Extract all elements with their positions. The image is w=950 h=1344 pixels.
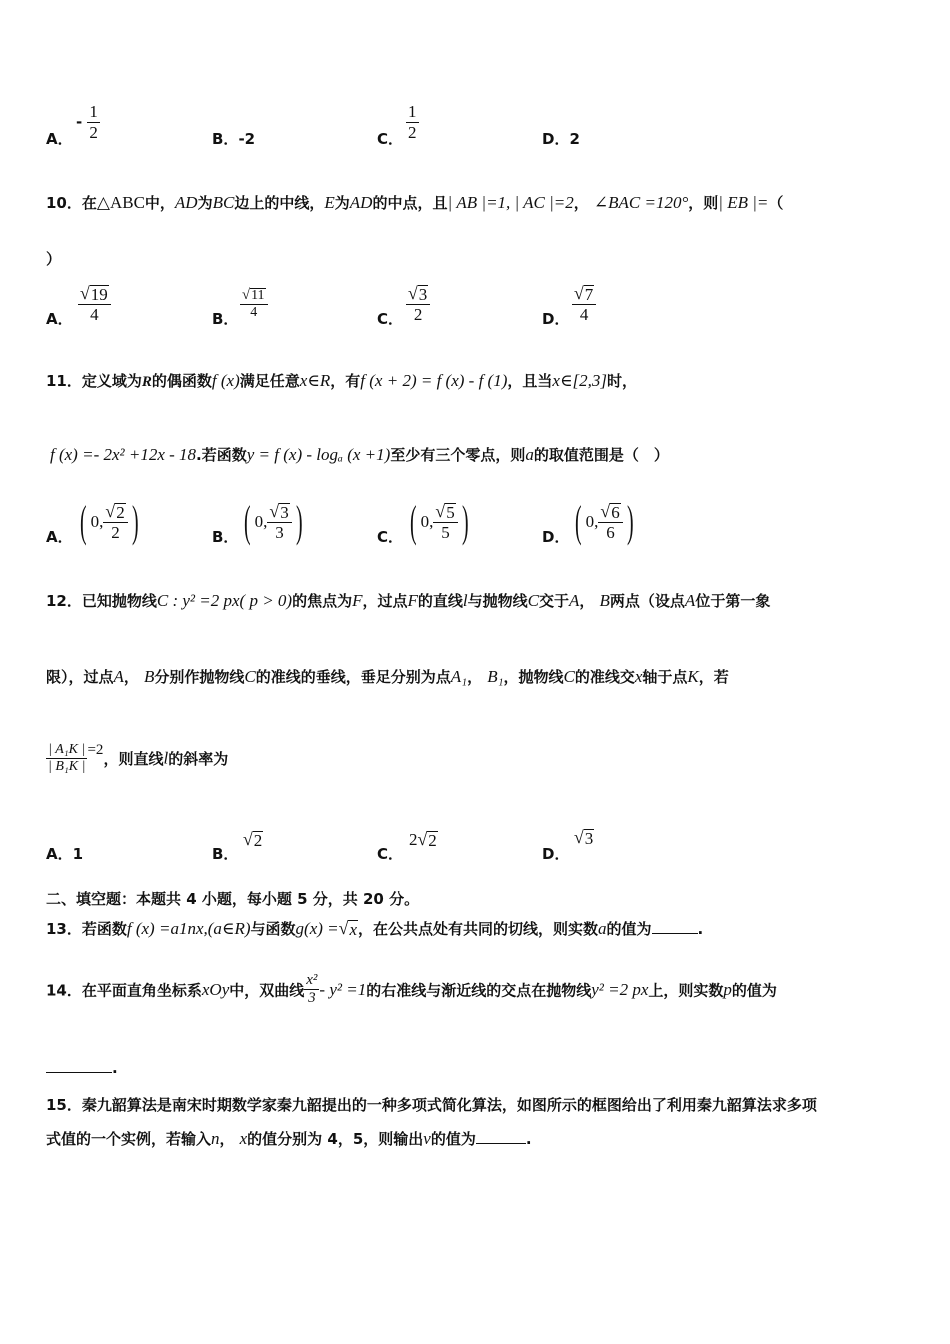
q11-option-d-value: ( 0, √ 6 6 ): [575, 497, 634, 546]
q11-option-d-label: D．: [542, 528, 570, 546]
q10-close-paren: ）: [46, 250, 62, 268]
q11-option-a-label: A．: [46, 528, 73, 546]
q11-option-b-value: ( 0, √ 3 3 ): [244, 497, 303, 546]
q10-option-c-value: √ 3 2: [406, 284, 430, 324]
q12-option-b-label: B．: [212, 845, 239, 863]
q12-option-d-label: D．: [542, 845, 570, 863]
q9-option-c-value: [406, 102, 419, 142]
q11-line2: f (x) =- 2x² +12x - 18.若函数y = f (x) - logₐ (x +1)至少有三个零点，则a的取值范围是（ ）: [50, 445, 669, 464]
q10-option-d-label: D．: [542, 310, 570, 328]
q15-answer-blank[interactable]: [476, 1129, 526, 1144]
q13-line: 13．若函数f (x) =a1nx,(a∈R)与函数g(x) = √ x ，在公共点处有共同的切线，则实数a的值为 .: [46, 918, 704, 939]
q10-option-d-value: √ 7 4: [572, 284, 596, 324]
q12-line3: $\frac{\text{| A₁K |}}{\text{| B₁K |}}$ =2，则直线l的斜率为: [48, 742, 229, 775]
q15-line2: 式值的一个实例，若输入n， x的值分别为 4，5，则输出v的值为 .: [46, 1129, 532, 1148]
q12-option-d-value: √ 3: [574, 827, 594, 848]
q15-line1: 15．秦九韶算法是南宋时期数学家秦九韶提出的一种多项式简化算法，如图所示的框图给出了利用秦九韶算法求多项: [46, 1096, 817, 1114]
q10-option-b-value: √ 11 4: [240, 288, 268, 321]
q9-option-d: D．2: [542, 130, 580, 148]
q9-option-b: B．-2: [212, 130, 256, 148]
q11-line1: 11．定义域为R的偶函数f (x)满足任意x∈R，有f (x + 2) = f (x) - f (1)，且当x∈[2,3]时，: [46, 371, 638, 390]
q9-a-den: 2: [89, 122, 98, 142]
q13-answer-blank[interactable]: [652, 919, 698, 934]
q10-option-a-value: √ 19 4: [78, 284, 111, 324]
q9-option-c-label: C．: [377, 130, 404, 148]
q12-option-c-value: 2 √ 2: [409, 829, 437, 850]
q11-option-a-value: ( 0, √ 2 2 ): [80, 497, 139, 546]
q10-option-a-label: A．: [46, 310, 73, 328]
q12-line1: 12．已知抛物线C : y² =2 px( p > 0)的焦点为F，过点F的直线l与抛物线C交于A， B两点（设点A位于第一象: [46, 591, 771, 610]
q12-option-a: A．1: [46, 845, 84, 863]
q12-option-c-label: C．: [377, 845, 404, 863]
q9-option-a-label: A．: [46, 130, 73, 148]
q14-line: 14．在平面直角坐标系xOy中，双曲线 $\frac{\text{x²}}{3}$ - y² =1的右准线与渐近线的交点在抛物线y² =2 px上，则实数p的值为: [46, 972, 777, 1007]
q12-line2: 限），过点A， B分别作抛物线C的准线的垂线，垂足分别为点A₁， B₁，抛物线C的准线交x轴于点K，若: [46, 667, 729, 686]
q9-option-a-value: [76, 102, 100, 142]
q14-answer-blank[interactable]: [46, 1058, 112, 1073]
q10-option-c-label: C．: [377, 310, 404, 328]
q9-a-num: 1: [89, 102, 98, 121]
q12-option-b-value: √ 2: [243, 829, 263, 850]
triangle-abc: △ABC: [96, 193, 145, 212]
q10-option-b-label: B．: [212, 310, 239, 328]
q9-a-fraction: [87, 102, 100, 142]
section2-title: 二、填空题：本题共 4 小题，每小题 5 分，共 20 分。: [46, 890, 420, 908]
q9-a-sign: -: [76, 113, 83, 132]
q11-option-b-label: B．: [212, 528, 239, 546]
q14-answer-line: .: [46, 1058, 118, 1077]
q11-option-c-label: C．: [377, 528, 404, 546]
q11-option-c-value: ( 0, √ 5 5 ): [410, 497, 469, 546]
q10-stem: 10．在△ABC中，AD为BC边上的中线，E为AD的中点，且| AB |=1, | AC |=2， ∠BAC =120°，则| EB |=（: [46, 193, 784, 212]
q9-c-fraction: $\frac{1}{2}$: [408, 102, 417, 142]
